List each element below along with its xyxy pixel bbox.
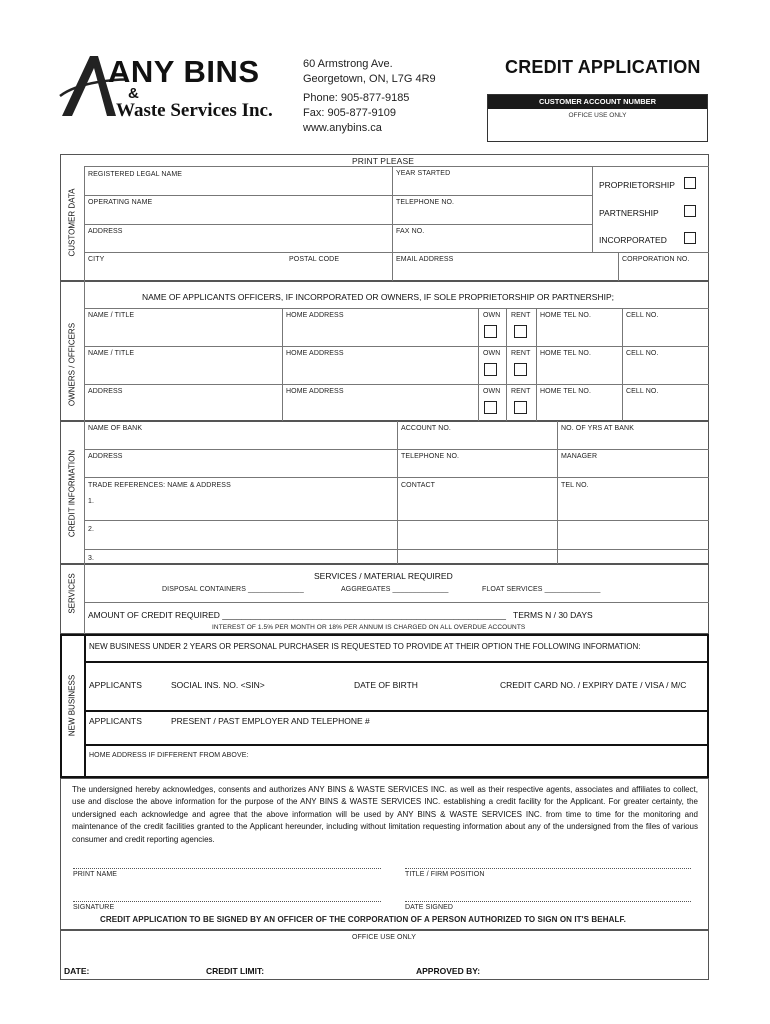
owner2-rent-label: RENT (511, 350, 531, 357)
date-label: DATE: (64, 966, 90, 976)
disposal-containers-field[interactable]: DISPOSAL CONTAINERS ______________ (162, 586, 304, 593)
owner3-own-label: OWN (483, 388, 501, 395)
owner3-name-label: ADDRESS (88, 388, 123, 395)
tel-no-label: TEL NO. (561, 482, 589, 489)
address-label: ADDRESS (88, 228, 123, 235)
owner3-cell-label: CELL NO. (626, 388, 659, 395)
company-logo (58, 52, 283, 124)
account-number-label: CUSTOMER ACCOUNT NUMBER (488, 95, 707, 109)
owner3-home-label: HOME ADDRESS (286, 388, 344, 395)
applicants-label-2: APPLICANTS (89, 716, 142, 726)
years-at-bank-label: NO. OF YRS AT BANK (561, 425, 634, 432)
operating-name-label: OPERATING NAME (88, 199, 153, 206)
telephone-label: TELEPHONE NO. (396, 199, 455, 206)
customer-data-side-label: CUSTOMER DATA (67, 188, 77, 257)
credit-side-label: CREDIT INFORMATION (67, 449, 77, 538)
applicants-label-1: APPLICANTS (89, 680, 142, 690)
new-business-side-label: NEW BUSINESS (67, 674, 77, 737)
account-number-box (487, 94, 708, 142)
owner2-home-label: HOME ADDRESS (286, 350, 344, 357)
proprietorship-checkbox[interactable] (684, 177, 696, 189)
owner2-own-label: OWN (483, 350, 501, 357)
corporation-no-label: CORPORATION NO. (622, 256, 690, 263)
title-position-label: TITLE / FIRM POSITION (405, 871, 485, 878)
owner2-tel-label: HOME TEL NO. (540, 350, 591, 357)
page-title: CREDIT APPLICATION (505, 57, 701, 77)
incorporated-label: INCORPORATED (599, 235, 667, 245)
officer-signature-note: CREDIT APPLICATION TO BE SIGNED BY AN OFFICER OF THE CORPORATION OF A PERSON AUTHORIZED TO SIGN ON IT'S BEHALF. (100, 915, 626, 924)
phone-line: Phone: 905-877-9185 (303, 92, 410, 104)
city-label: CITY (88, 256, 105, 263)
owner2-cell-label: CELL NO. (626, 350, 659, 357)
owner1-name-label: NAME / TITLE (88, 312, 135, 319)
contact-label: CONTACT (401, 482, 436, 489)
account-no-label: ACCOUNT NO. (401, 425, 451, 432)
owners-side-label: OWNERS / OFFICERS (67, 322, 77, 407)
logo-name-line1: ANY BINS (108, 54, 260, 89)
sin-label: SOCIAL INS. NO. <SIN> (171, 680, 265, 690)
fax-line: Fax: 905-877-9109 (303, 107, 396, 119)
owner3-tel-label: HOME TEL NO. (540, 388, 591, 395)
bank-address-label: ADDRESS (88, 453, 123, 460)
fax-label: FAX NO. (396, 228, 425, 235)
email-label: EMAIL ADDRESS (396, 256, 454, 263)
owner2-own-checkbox[interactable] (484, 363, 497, 376)
logo-name-line2: Waste Services Inc. (116, 100, 273, 121)
float-services-field[interactable]: FLOAT SERVICES ______________ (482, 586, 601, 593)
date-of-birth-label: DATE OF BIRTH (354, 680, 418, 690)
signature-label[interactable]: SIGNATURE (73, 904, 115, 911)
office-use-footer-label: OFFICE USE ONLY (352, 934, 416, 941)
owner1-rent-label: RENT (511, 312, 531, 319)
amount-of-credit-field[interactable]: AMOUNT OF CREDIT REQUIRED ____________________________________________________________ (88, 610, 506, 620)
web-line[interactable]: www.anybins.ca (303, 122, 382, 134)
reference-3: 3. (88, 555, 95, 562)
owners-section (60, 281, 709, 421)
reference-2: 2. (88, 526, 95, 533)
owner1-tel-label: HOME TEL NO. (540, 312, 591, 319)
incorporated-checkbox[interactable] (684, 232, 696, 244)
print-name-label: PRINT NAME (73, 871, 118, 878)
home-address-different-label: HOME ADDRESS IF DIFFERENT FROM ABOVE: (89, 752, 249, 759)
terms-label: TERMS N / 30 DAYS (513, 610, 593, 620)
legal-name-label: REGISTERED LEGAL NAME (88, 171, 183, 178)
manager-label: MANAGER (561, 453, 598, 460)
owner2-name-label: NAME / TITLE (88, 350, 135, 357)
employer-label: PRESENT / PAST EMPLOYER AND TELEPHONE # (171, 716, 370, 726)
owners-heading: NAME OF APPLICANTS OFFICERS, IF INCORPORATED OR OWNERS, IF SOLE PROPRIETORSHIP OR PARTNERSHIP; (142, 292, 614, 302)
postal-code-label: POSTAL CODE (289, 256, 340, 263)
bank-telephone-label: TELEPHONE NO. (401, 453, 460, 460)
legal-consent-text: The undersigned hereby acknowledges, consents and authorizes ANY BINS & WASTE SERVICES INC. as well as their respective agents, associates and affiliates to collect, use and disclose the above information for the purpose of the ANY BINS & WASTE SERVICES INC. establishing a credit facility for the Applicant. For greater certainty, the undersigned each acknowledge and agree that the above information will be used by ANY BINS & WASTE SERVICES INC. from time to time for the monitoring and maintenance of the credit facilities granted to the Applicant hereunder, including without limitation requesting information about any of the undersigned from the files of various consumer and credit reporting agencies. (72, 785, 698, 844)
services-heading: SERVICES / MATERIAL REQUIRED (314, 571, 453, 581)
services-side-label: SERVICES (67, 573, 77, 614)
owner1-rent-checkbox[interactable] (514, 325, 527, 338)
owner3-rent-checkbox[interactable] (514, 401, 527, 414)
approved-by-label: APPROVED BY: (416, 966, 481, 976)
interest-note: INTEREST OF 1.5% PER MONTH OR 18% PER ANNUM IS CHARGED ON ALL OVERDUE ACCOUNTS (212, 624, 526, 631)
address-line1: 60 Armstrong Ave. (303, 58, 393, 70)
reference-1: 1. (88, 498, 95, 505)
proprietorship-label: PROPRIETORSHIP (599, 180, 675, 190)
date-signed-label: DATE SIGNED (405, 904, 454, 911)
aggregates-field[interactable]: AGGREGATES ______________ (341, 586, 449, 593)
owner1-own-checkbox[interactable] (484, 325, 497, 338)
credit-limit-label: CREDIT LIMIT: (206, 966, 265, 976)
owner3-own-checkbox[interactable] (484, 401, 497, 414)
owner1-cell-label: CELL NO. (626, 312, 659, 319)
print-please: PRINT PLEASE (352, 156, 414, 166)
credit-section (60, 421, 709, 564)
owner2-rent-checkbox[interactable] (514, 363, 527, 376)
logo-ampersand: & (128, 85, 139, 102)
credit-card-label: CREDIT CARD NO. / EXPIRY DATE / VISA / M/C (500, 680, 687, 690)
owner3-rent-label: RENT (511, 388, 531, 395)
company-address (303, 57, 436, 136)
bank-name-label: NAME OF BANK (88, 425, 143, 432)
partnership-checkbox[interactable] (684, 205, 696, 217)
office-use-label: OFFICE USE ONLY (568, 112, 627, 119)
owner1-own-label: OWN (483, 312, 501, 319)
year-started-label: YEAR STARTED (396, 170, 451, 177)
new-business-heading: NEW BUSINESS UNDER 2 YEARS OR PERSONAL PURCHASER IS REQUESTED TO PROVIDE AT THEIR OPTION THE FOLLOWING INFORMATION: (89, 642, 641, 651)
owner1-home-label: HOME ADDRESS (286, 312, 344, 319)
address-line2: Georgetown, ON, L7G 4R9 (303, 73, 436, 85)
partnership-label: PARTNERSHIP (599, 208, 659, 218)
trade-references-label: TRADE REFERENCES: NAME & ADDRESS (88, 482, 231, 489)
